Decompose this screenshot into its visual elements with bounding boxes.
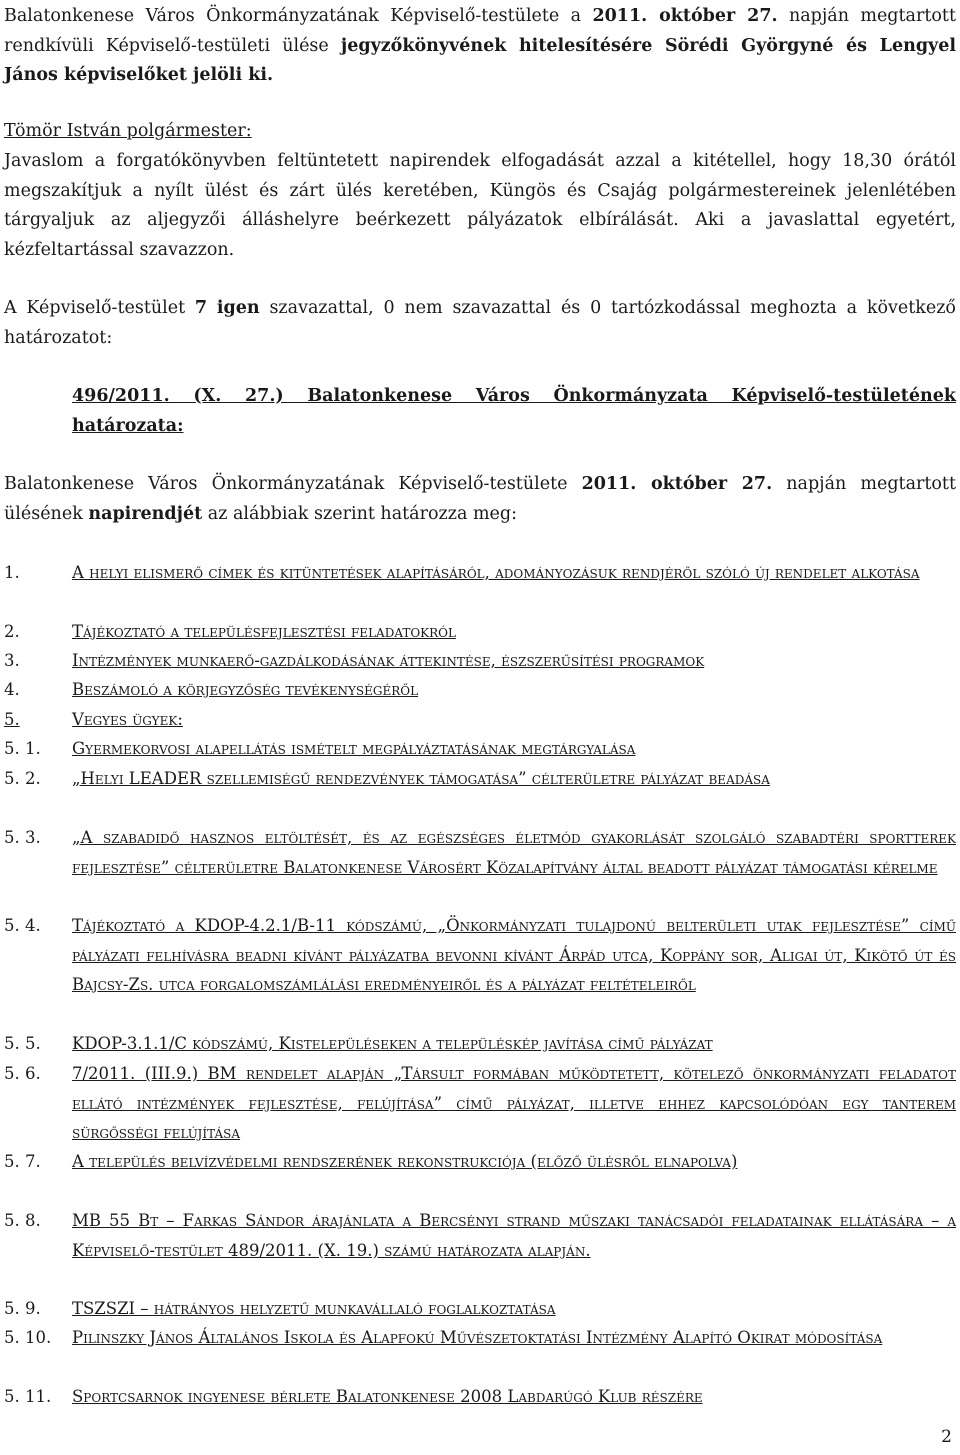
intro-authenticators: jegyzőkönyvének hitelesítésére Sörédi Györgyné és Lengyel János képviselőket jelöli ki. [4,35,957,85]
agenda-item-text: Gyermekorvosi alapellátás ismételt megpályáztatásának megtárgyalása [72,739,636,758]
agenda-item-text: „A szabadidő hasznos eltöltését, és az egészséges életmód gyakorlását szolgáló szabadtéri sportterek fejlesztése” célterületre Balatonkenese Városért Közalapítvány által beadott pályázat támogatási kérelme [72,828,956,877]
agenda-item-number: 5. 6. [4,1064,41,1083]
agenda-item-text: A település belvízvédelmi rendszerének rekonstrukciója (előző ülésről elnapolva) [72,1152,738,1171]
decision-agenda-word: napirendjét [88,503,203,524]
agenda-item-number: 5. 7. [4,1152,41,1171]
agenda-item-number: 5. 11. [4,1387,52,1406]
speaker-label: Tömör István polgármester: [4,121,252,141]
agenda-item-text: Intézmények munkaerő-gazdálkodásának áttekintése, észszerűsítési programok [72,651,705,670]
agenda-item-text: Vegyes ügyek: [72,710,183,729]
page-number: 2 [941,1427,952,1447]
agenda-item-number: 5. 2. [4,769,41,788]
resolution-title: 496/2011. (X. 27.) Balatonkenese Város Önkormányzata Képviselő-testületének határozata: [72,386,956,436]
agenda-item-number: 5. 1. [4,739,41,758]
agenda-item-text: KDOP-3.1.1/C kódszámú, Kistelepüléseken a településkép javítása című pályázat [72,1034,713,1053]
agenda-item-text: 7/2011. (III.9.) BM rendelet alapján „Társult formában működtetett, kötelező önkormányzati feladatot ellátó intézmények fejlesztése, felújítása” című pályázat, illetve ehhez kapcsolódóan egy tanterem sürgősségi felújítása [72,1064,956,1142]
intro-date: 2011. október 27. [592,6,778,26]
decision-paragraph: Balatonkenese Város Önkormányzatának Képviselő-testülete 2011. október 27. napján megtartott ülésének napirendjét az alábbiak szerint határozza meg: [4,474,957,524]
vote-paragraph: A Képviselő-testület 7 igen szavazattal, 0 nem szavazattal és 0 tartózkodással meghozta a következő határozatot: [4,298,956,348]
vote-count: 7 [194,298,208,318]
agenda-item-text: Tájékoztató a KDOP-4.2.1/B-11 kódszámú, „Önkormányzati tulajdonú belterületi utak fejlesztése” című pályázati felhívásra beadni kívánt pályázatba bevonni kívánt Árpád utca, Koppány sor, Aligai út, Kikötő út és Bajcsy-Zs. utca forgalomszámlálási eredményeiről és a pályázat feltételeiről [72,916,956,994]
agenda-item-text: „Helyi LEADER szellemiségű rendezvények támogatása” célterületre pályázat beadása [72,769,770,788]
agenda-item-number: 5. 3. [4,828,41,847]
intro-paragraph [4,2,956,91]
agenda-item-number: 3. [4,651,20,670]
intro-text: Balatonkenese Város Önkormányzatának Képviselő-testülete a [4,6,582,26]
agenda-item-number: 5. 8. [4,1211,41,1230]
agenda-item-text: A helyi elismerő címek és kitüntetések alapításáról, adományozásuk rendjéről szóló új rendelet alkotása [72,563,920,582]
intro-text-2: napján megtartott rendkívüli Képviselő-testületi ülése [4,6,956,56]
agenda-item-text: Beszámoló a körjegyzőség tevékenységéről [72,680,419,699]
agenda-item-number: 2. [4,622,20,641]
agenda-item-text: TSZSZI – hátrányos helyzetű munkavállaló foglalkoztatása [72,1299,556,1318]
agenda-item-text: Tájékoztató a településfejlesztési feladatokról [72,622,456,641]
agenda-item-number: 5. 5. [4,1034,41,1053]
agenda-item-text: Sportcsarnok ingyenese bérlete Balatonkenese 2008 Labdarúgó Klub részére [72,1387,703,1406]
decision-date: 2011. október 27. [581,474,773,494]
agenda-item-text: Pilinszky János Általános Iskola és Alapfokú Művészetoktatási Intézmény Alapító Okirat módosítása [72,1328,883,1347]
vote-yes: igen [216,298,260,318]
agenda-item-text: MB 55 Bt – Farkas Sándor árajánlata a Bercsényi strand műszaki tanácsadói feladatainak ellátására – a Képviselő-testület 489/2011. (X. 19.) számú határozata alapján. [72,1211,956,1260]
agenda-item-number: 5. [4,710,20,729]
proposal-paragraph: Javaslom a forgatókönyvben feltüntetett napirendek elfogadását azzal a kitétellel, hogy 18,30 órától megszakítjuk a nyílt ülést és zárt ülés keretében, Küngös és Csajág polgármestereinek jelenlétében tárgyaljuk az aljegyzői álláshelyre beérkezett pályázatok elbírálását. Aki a javaslattal egyetért, kézfeltartással szavazzon. [4,151,956,260]
agenda-item-number: 5. 9. [4,1299,41,1318]
agenda-item-number: 1. [4,563,20,582]
agenda-item-number: 5. 10. [4,1328,52,1347]
agenda-item-number: 4. [4,680,20,699]
agenda-item-number: 5. 4. [4,916,41,935]
